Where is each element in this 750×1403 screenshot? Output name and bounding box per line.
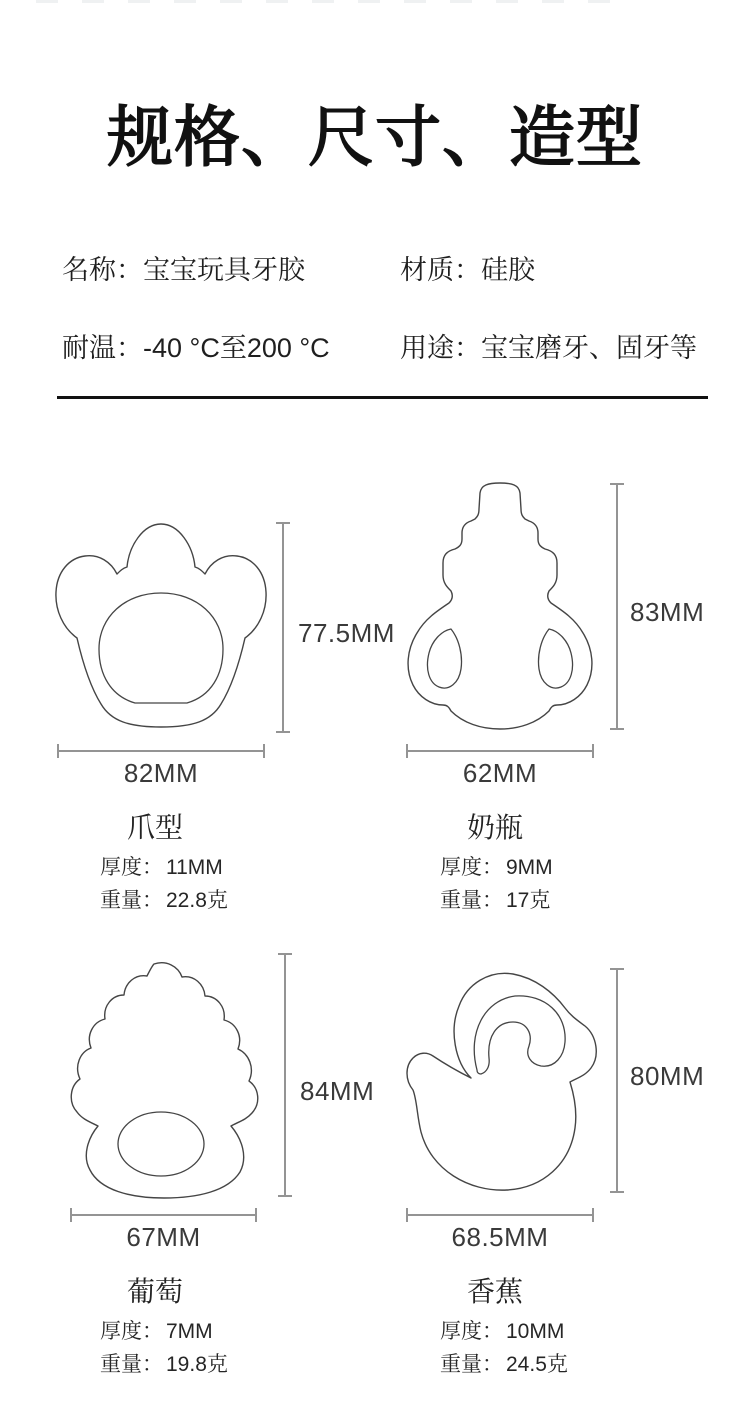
thickness-line — [100, 1320, 213, 1343]
product-name: 爪型 — [126, 812, 183, 843]
product-name: 香蕉 — [466, 1276, 523, 1307]
spec-label: 用途： — [400, 333, 481, 363]
spec-label: 材质： — [400, 255, 481, 285]
thickness-line — [440, 856, 553, 879]
height-dimension-label: 77.5MM — [298, 618, 395, 648]
claw-outline-icon — [55, 522, 267, 728]
banana-outline-icon — [407, 968, 597, 1193]
width-dimension-line — [406, 750, 594, 752]
spec-value: 宝宝磨牙、固牙等 — [481, 333, 697, 363]
thickness-value: 11MM — [166, 856, 223, 879]
width-dimension-line — [406, 1214, 594, 1216]
spec-value: -40 °C至200 °C — [143, 333, 330, 363]
weight-label: 重量： — [440, 889, 503, 912]
thickness-label: 厚度： — [440, 1320, 503, 1343]
height-dimension-label: 83MM — [630, 597, 705, 627]
height-dimension-line — [282, 522, 284, 733]
spec-material-row — [400, 255, 535, 286]
weight-line — [100, 1353, 228, 1376]
page-title: 规格、尺寸、造型 — [107, 100, 643, 174]
height-dimension-line — [284, 953, 286, 1197]
product-name: 葡萄 — [126, 1276, 183, 1307]
spec-value: 宝宝玩具牙胶 — [143, 255, 305, 285]
weight-value: 17克 — [506, 889, 551, 912]
height-dimension-label: 84MM — [300, 1076, 375, 1106]
weight-line — [100, 889, 228, 912]
thickness-label: 厚度： — [440, 856, 503, 879]
spec-usage-row — [400, 333, 697, 364]
product-name: 奶瓶 — [466, 812, 523, 843]
spec-value: 硅胶 — [481, 255, 535, 285]
width-dimension-line — [70, 1214, 257, 1216]
weight-value: 24.5克 — [506, 1353, 568, 1376]
grape-outline-icon — [68, 962, 258, 1198]
width-dimension-label: 67MM — [126, 1222, 201, 1252]
thickness-value: 7MM — [166, 1320, 213, 1343]
height-dimension-line — [616, 483, 618, 730]
weight-label: 重量： — [100, 1353, 163, 1376]
width-dimension-label: 62MM — [462, 758, 538, 788]
weight-label: 重量： — [440, 1353, 503, 1376]
weight-label: 重量： — [100, 889, 163, 912]
weight-line — [440, 1353, 568, 1376]
spec-label: 耐温： — [62, 333, 143, 363]
width-dimension-label: 82MM — [123, 758, 199, 788]
thickness-value: 10MM — [506, 1320, 565, 1343]
spec-name-row — [62, 255, 305, 286]
thickness-label: 厚度： — [100, 1320, 163, 1343]
weight-line — [440, 889, 550, 912]
milk-bottle-outline-icon — [407, 483, 593, 730]
thickness-value: 9MM — [506, 856, 553, 879]
thickness-line — [100, 856, 223, 879]
width-dimension-line — [57, 750, 265, 752]
thickness-label: 厚度： — [100, 856, 163, 879]
weight-value: 22.8克 — [166, 889, 228, 912]
spec-label: 名称： — [62, 255, 143, 285]
height-dimension-label: 80MM — [630, 1061, 705, 1091]
width-dimension-label: 68.5MM — [451, 1222, 549, 1252]
thickness-line — [440, 1320, 564, 1343]
weight-value: 19.8克 — [166, 1353, 228, 1376]
cropped-edge-artifact — [36, 0, 616, 3]
section-divider — [57, 396, 708, 399]
spec-temperature-row — [62, 333, 330, 364]
height-dimension-line — [616, 968, 618, 1193]
